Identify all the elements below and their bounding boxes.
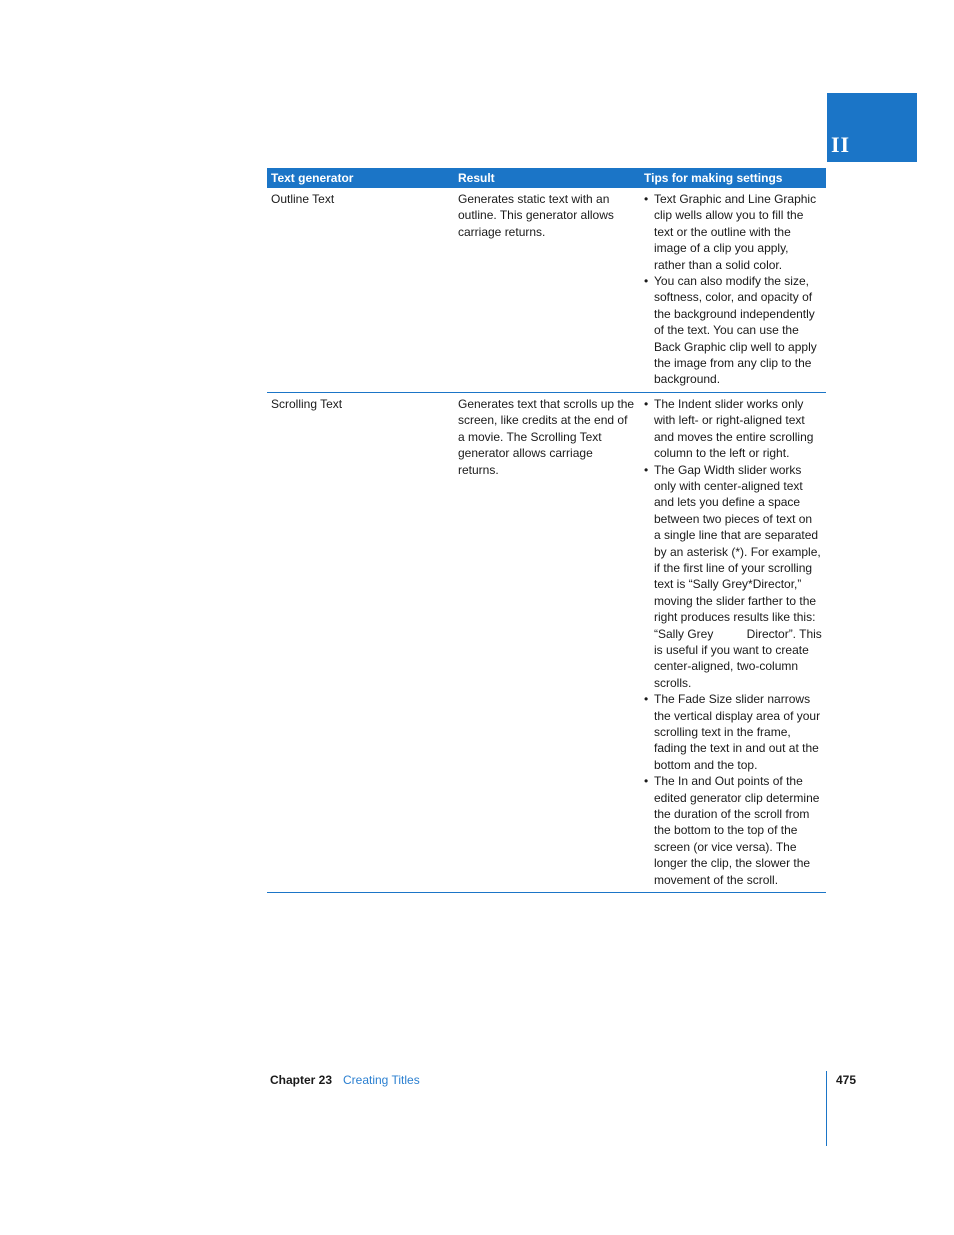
- generator-name: Outline Text: [267, 188, 454, 392]
- tips-list: [644, 191, 822, 388]
- footer-chapter-label: Chapter 23: [270, 1073, 333, 1087]
- generator-tips: [640, 392, 826, 892]
- tip-item: • The Gap Width slider works only with center-aligned text and lets you define a space between two pieces of text on a single line that are separated by an asterisk (*). For example, if the first line of your scrolling text is “Sally Grey*Director,” moving the slider farther to the right produces results like this: “Sally Grey Director”. This is useful if you want to create center-aligned, two-column scrolls.: [644, 462, 822, 692]
- tip-item: • You can also modify the size, softness, color, and opacity of the background independently of the text. You can use the Back Graphic clip well to apply the image from any clip to the background.: [644, 273, 822, 388]
- page-number: 475: [836, 1073, 857, 1087]
- header-result: Result: [454, 168, 640, 188]
- tip-item: • The Fade Size slider narrows the vertical display area of your scrolling text in the frame, fading the text in and out at the bottom and the top.: [644, 691, 822, 773]
- table-row: [267, 392, 826, 892]
- tip-item: • The Indent slider works only with left- or right-aligned text and moves the entire scrolling column to the left or right.: [644, 396, 822, 462]
- footer-divider: [826, 1071, 827, 1146]
- tip-item: • The In and Out points of the edited generator clip determine the duration of the scroll from the bottom to the top of the screen (or vice versa). The longer the clip, the slower the movement of the scroll.: [644, 773, 822, 888]
- tips-list: [644, 396, 826, 888]
- generator-result: Generates static text with an outline. This generator allows carriage returns.: [454, 188, 640, 392]
- header-text-generator: Text generator: [267, 168, 454, 188]
- footer-chapter-title[interactable]: Creating Titles: [343, 1073, 420, 1087]
- tip-item: • Text Graphic and Line Graphic clip wells allow you to fill the text or the outline with the image of a clip you apply, rather than a solid color.: [644, 191, 822, 273]
- generator-table: [267, 168, 826, 893]
- generator-result: Generates text that scrolls up the screen, like credits at the end of a movie. The Scrolling Text generator allows carriage returns.: [454, 392, 640, 892]
- part-number: II: [831, 132, 851, 157]
- header-tips: Tips for making settings: [640, 168, 826, 188]
- part-tab: [827, 93, 917, 162]
- table-header-row: [267, 168, 826, 188]
- table-row: [267, 188, 826, 392]
- generator-name: Scrolling Text: [267, 392, 454, 892]
- generator-tips: [640, 188, 826, 392]
